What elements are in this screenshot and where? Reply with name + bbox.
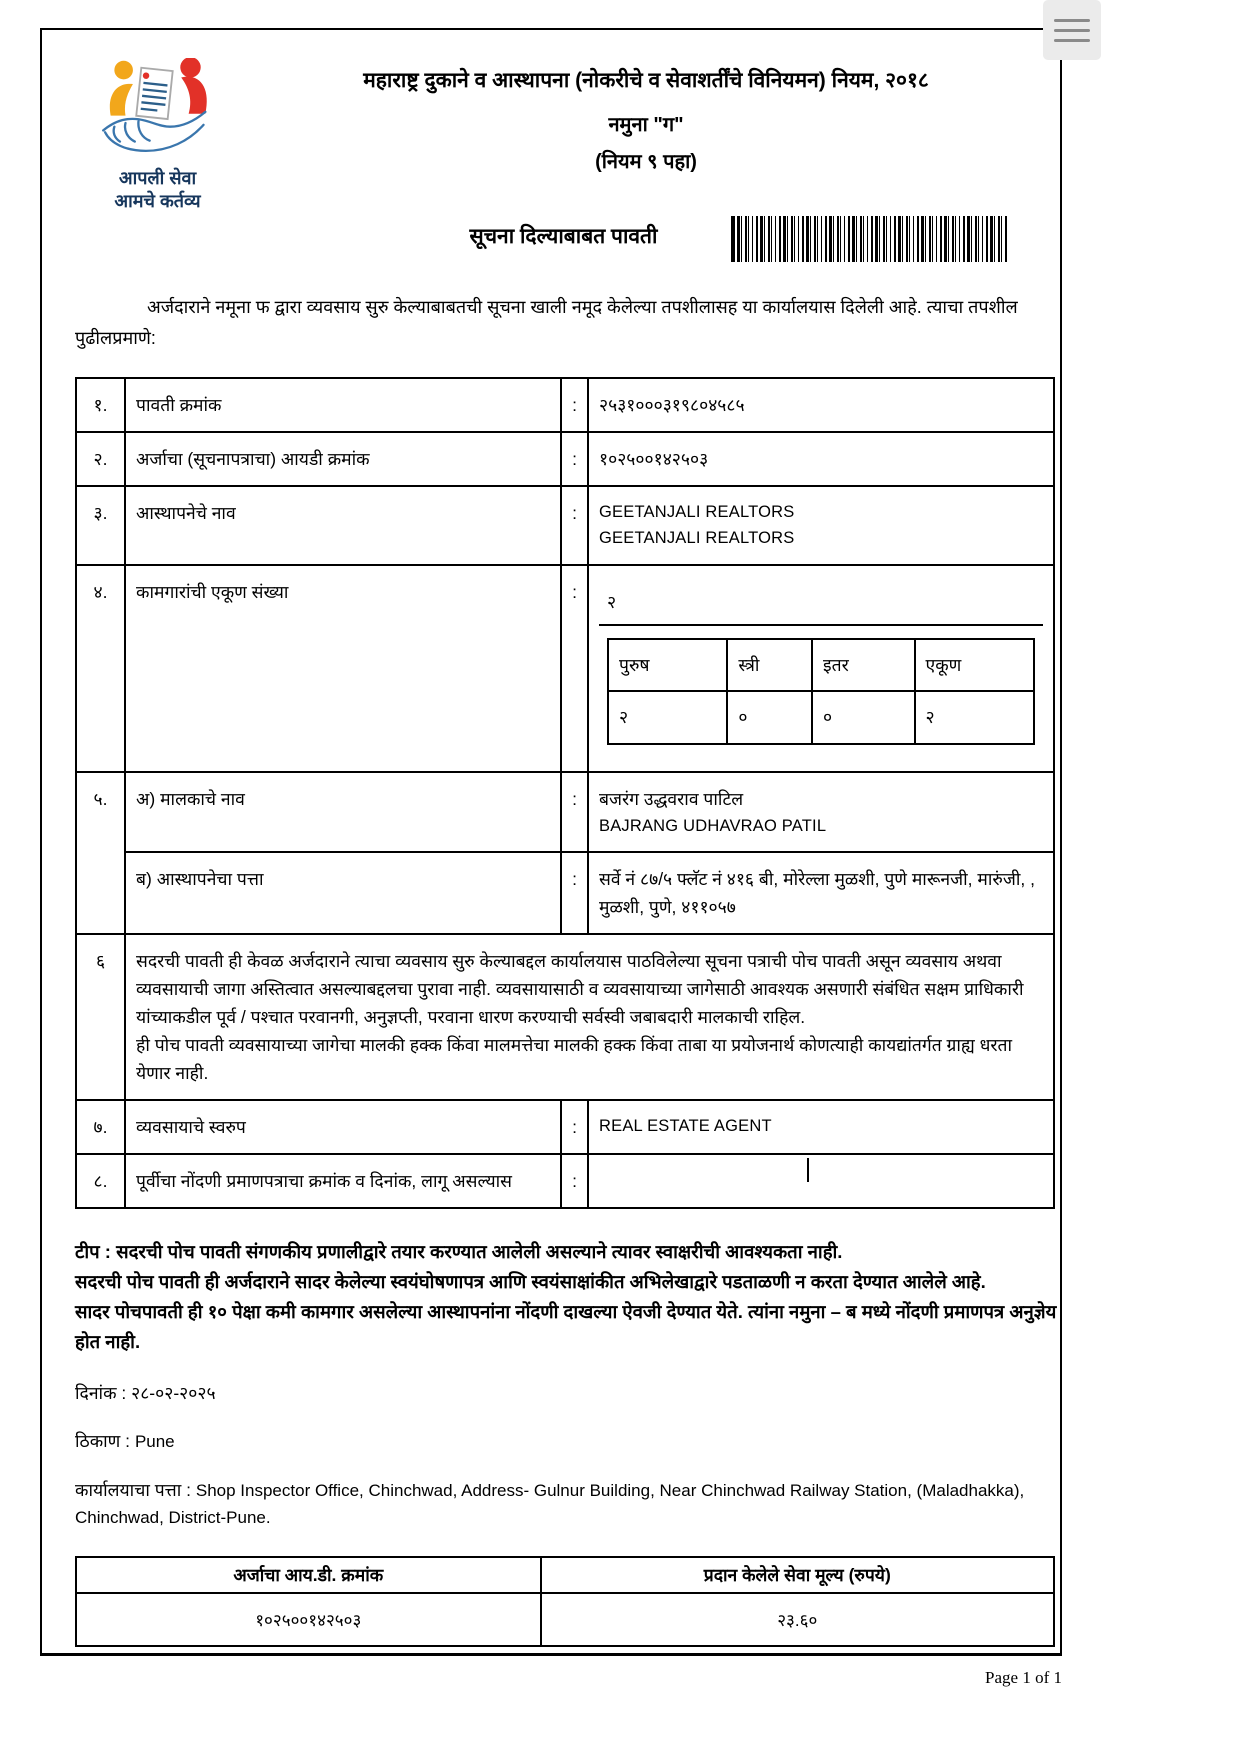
row-label: अ) मालकाचे नाव [125, 772, 561, 852]
date-value: २८-०२-२०२५ [131, 1382, 216, 1403]
table-row [76, 934, 1054, 1100]
text-cursor-artifact [807, 1158, 809, 1182]
row-number: ६ [76, 934, 125, 1100]
logo-block [75, 52, 240, 214]
row-number: ५. [76, 772, 125, 934]
row-label: व्यवसायाचे स्वरुप [125, 1100, 561, 1154]
receipt-title: सूचना दिल्याबाबत पावती [469, 224, 658, 248]
establishment-name-value: GEETANJALI REALTORS GEETANJALI REALTORS [588, 486, 1054, 565]
place-label: ठिकाण : [75, 1430, 131, 1451]
workers-header-total: एकूण [915, 639, 1034, 692]
receipt-number-value: २५३१०००३१९८०४५८५ [588, 378, 1054, 432]
fee-service-charge-value: २३.६० [541, 1593, 1054, 1646]
table-row: १. पावती क्रमांक : २५३१०००३१९८०४५८५ [76, 378, 1054, 432]
row-label: पूर्वीचा नोंदणी प्रमाणपत्राचा क्रमांक व दिनांक, लागू असल्यास [125, 1154, 561, 1208]
workers-header-male: पुरुष [608, 639, 727, 692]
previous-certificate-value [588, 1154, 1054, 1208]
office-address-value: Shop Inspector Office, Chinchwad, Address- Gulnur Building, Near Chinchwad Railway Station, (Maladhakka), Chinchwad, District-Pune. [75, 1480, 1025, 1528]
document-title: महाराष्ट्र दुकाने व आस्थापना (नोकरीचे व सेवाशर्तींचे विनियमन) नियम, २०१८ [363, 69, 929, 92]
table-row: ८. पूर्वीचा नोंदणी प्रमाणपत्राचा क्रमांक व दिनांक, लागू असल्यास : [76, 1154, 1054, 1208]
row-label: पावती क्रमांक [125, 378, 561, 432]
workers-female-count: ० [727, 691, 812, 744]
business-nature-value: REAL ESTATE AGENT [588, 1100, 1054, 1154]
logo-caption-line2: आमचे कर्तव्य [114, 191, 201, 212]
row-label: कामगारांची एकूण संख्या [125, 565, 561, 772]
page-number: Page 1 of 1 [985, 1667, 1062, 1687]
office-address-line [75, 1477, 1060, 1532]
row-label: आस्थापनेचे नाव [125, 486, 561, 565]
table-row: ७. व्यवसायाचे स्वरुप : REAL ESTATE AGENT [76, 1100, 1054, 1154]
table-row: ५. अ) मालकाचे नाव : बजरंग उद्धवराव पाटिल BAJRANG UDHAVRAO PATIL [76, 772, 1054, 852]
title-block [240, 52, 1052, 214]
row-number: ४. [76, 565, 125, 772]
application-id-value: १०२५००१४२५०३ [588, 432, 1054, 486]
total-workers: २ [599, 578, 1043, 626]
fee-value-row [76, 1593, 1054, 1646]
row-number: १. [76, 378, 125, 432]
workers-male-count: २ [608, 691, 727, 744]
row-number: ७. [76, 1100, 125, 1154]
table-row: २. अर्जाचा (सूचनापत्राचा) आयडी क्रमांक : १०२५००१४२५०३ [76, 432, 1054, 486]
logo-caption-line1: आपली सेवा [118, 168, 197, 188]
receipt-title-row [75, 216, 1052, 266]
rule-reference: (नियम ९ पहा) [595, 151, 697, 173]
row-number: ८. [76, 1154, 125, 1208]
table-row: ४. कामगारांची एकूण संख्या : २ पुरुष स्त्री इतर एकूण २ ० ० २ [76, 565, 1054, 772]
details-table [75, 377, 1055, 1209]
date-label: दिनांक : [75, 1382, 127, 1403]
workers-other-count: ० [812, 691, 915, 744]
row-number: ३. [76, 486, 125, 565]
hamburger-icon [1054, 19, 1090, 22]
note-line-3: सादर पोचपावती ही १० पेक्षा कमी कामगार असलेल्या आस्थापनांना नोंदणी दाखल्या ऐवजी देण्यात येते. त्यांना नमुना – ब मध्ये नोंदणी प्रमाणपत्र अनुज्ञेय होत नाही. [75, 1300, 1057, 1352]
office-address-label: कार्यालयाचा पत्ता : [75, 1479, 191, 1500]
row-number: २. [76, 432, 125, 486]
owner-name-value: बजरंग उद्धवराव पाटिल BAJRANG UDHAVRAO PATIL [588, 772, 1054, 852]
table-row: ३. आस्थापनेचे नाव : GEETANJALI REALTORS GEETANJALI REALTORS [76, 486, 1054, 565]
note-line-2: सदरची पोच पावती ही अर्जदाराने सादर केलेल्या स्वयंघोषणापत्र आणि स्वयंसाक्षांकीत अभिलेखाद्वारे पडताळणी न करता देण्यात आलेले आहे. [75, 1270, 986, 1292]
workers-header-female: स्त्री [727, 639, 812, 692]
disclaimer-text: सदरची पावती ही केवळ अर्जदाराने त्याचा व्यवसाय सुरु केल्याबद्दल कार्यालयास पाठविलेल्या सूचना पत्राची पोच पावती असून व्यवसाय अथवा व्यवसायाची जागा अस्तित्वात असल्याबद्दलचा पुरावा नाही. व्यवसायासाठी व व्यवसायाच्या जागेसाठी आवश्यक असणारी संबंधित सक्षम प्राधिकारी यांच्याकडील पूर्व / पश्चात परवानगी, अनुज्ञप्ती, परवाना धारण करण्याची सर्वस्वी जबाबदारी मालकाची राहिल. ही पोच पावती व्यवसायाच्या जागेचा मालकी हक्क किंवा मालमत्तेचा मालकी हक्क किंवा ताबा या प्रयोजनार्थ कोणत्याही कायद्यांतर्गत ग्राह्य धरता येणार नाही. [125, 934, 1054, 1100]
table-row: ब) आस्थापनेचा पत्ता : सर्वे नं ८७/५ फ्लॅट नं ४१६ बी, मोरेल्ला मुळशी, पुणे मारूनजी, मारुंजी, , मुळशी, पुणे, ४११०५७ [76, 852, 1054, 934]
document-header [75, 52, 1052, 214]
date-line [75, 1381, 1052, 1405]
row-label: ब) आस्थापनेचा पत्ता [125, 852, 561, 934]
fee-header-application-id: अर्जाचा आय.डी. क्रमांक [76, 1557, 541, 1593]
form-name: नमुना "ग" [608, 114, 684, 136]
note-line-1: टीप : सदरची पोच पावती संगणकीय प्रणालीद्वारे तयार करण्यात आलेली असल्याने त्यावर स्वाक्षरीची आवश्यकता नाही. [75, 1240, 843, 1262]
fee-header-row [76, 1557, 1054, 1593]
intro-paragraph: अर्जदाराने नमूना फ द्वारा व्यवसाय सुरु केल्याबाबतची सूचना खाली नमूद केलेल्या तपशीलासह या कार्यालयास दिलेली आहे. त्याचा तपशील पुढीलप्रमाणे: [75, 296, 1018, 349]
worker-count-value [588, 565, 1054, 772]
workers-header-other: इतर [812, 639, 915, 692]
workers-total-count: २ [915, 691, 1034, 744]
notes-block [75, 1237, 1060, 1357]
workers-breakup-table [607, 638, 1035, 745]
place-line [75, 1429, 1052, 1453]
fee-application-id-value: १०२५००१४२५०३ [76, 1593, 541, 1646]
aaple-sarkar-logo-icon [97, 149, 219, 166]
menu-button[interactable] [1043, 0, 1101, 60]
fee-header-service-charge: प्रदान केलेले सेवा मूल्य (रुपये) [541, 1557, 1054, 1593]
barcode [731, 216, 1007, 262]
fee-table [75, 1556, 1055, 1647]
place-value: Pune [134, 1431, 175, 1451]
establishment-address-value: सर्वे नं ८७/५ फ्लॅट नं ४१६ बी, मोरेल्ला मुळशी, पुणे मारूनजी, मारुंजी, , मुळशी, पुणे, ४११०५७ [588, 852, 1054, 934]
row-label: अर्जाचा (सूचनापत्राचा) आयडी क्रमांक [125, 432, 561, 486]
receipt-document [40, 28, 1062, 1656]
